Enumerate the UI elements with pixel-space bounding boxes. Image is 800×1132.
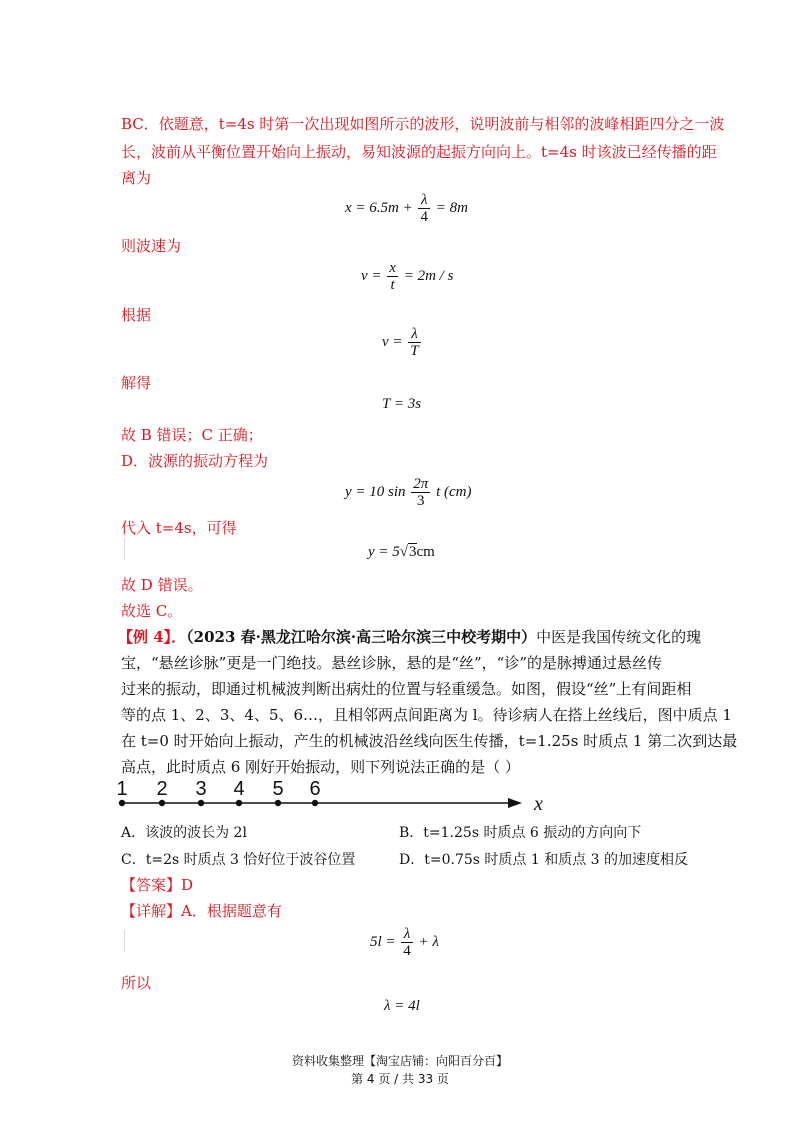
example4-line5: 在 t=0 时开始向上振动，产生的机械波沿丝线向医生传播，t=1.25s 时质点 1 第二次到达最 (121, 732, 738, 750)
example-tag: 【例 4】． (118, 628, 187, 646)
solution-bc-line1: BC．依题意，t=4s 时第一次出现如图所示的波形，说明波前与相邻的波峰相距四分之一波 (121, 115, 725, 133)
equation-lambda: λ = 4l (384, 998, 420, 1014)
string-point (312, 800, 318, 806)
axis-label-x: x (534, 793, 543, 815)
axis-arrow-icon (508, 798, 522, 808)
equation-v-lambda-T: v = $\frac{\lambda}{T}$ (382, 326, 419, 359)
option-a[interactable]: A．该波的波长为 2l (121, 825, 247, 841)
point-label-5: 5 (272, 778, 284, 800)
speed-label: 则波速为 (121, 237, 182, 255)
string-point (198, 800, 204, 806)
option-d[interactable]: D．t=0.75s 时质点 1 和质点 3 的加速度相反 (399, 852, 689, 868)
margin-mark (124, 538, 125, 560)
conclusion-bc: 故 B 错误；C 正确； (121, 426, 263, 444)
point-label-6: 6 (309, 778, 321, 800)
substitute-line: 代入 t=4s，可得 (121, 519, 237, 537)
example-source: （2023 春·黑龙江哈尔滨·高三哈尔滨三中校考期中） (186, 628, 537, 646)
equation-vibration: y = 10 sin $\frac{2\pi}{3}$ t (cm) (345, 476, 472, 509)
equation-speed: v = $\frac{x}{t}$ = 2m / s (361, 260, 454, 293)
example4-line3: 过来的振动，即通过机械波判断出病灶的位置与轻重缓急。如图，假设“丝”上有间距相 (121, 680, 692, 698)
point-label-4: 4 (233, 778, 245, 800)
solve-label: 解得 (121, 374, 152, 392)
margin-mark (124, 930, 125, 952)
final-choice: 故选 C。 (121, 602, 183, 620)
string-point (159, 800, 165, 806)
point-label-3: 3 (195, 778, 207, 800)
detail-line: 【详解】A．根据题意有 (121, 902, 282, 920)
example4-line6: 高点，此时质点 6 刚好开始振动，则下列说法正确的是（ ） (121, 758, 520, 776)
equation-distance: x = 6.5m + $\frac{\lambda}{4}$ = 8m (345, 192, 468, 225)
equation-displacement: y = 5√3cm (368, 544, 435, 560)
point-label-2: 2 (156, 778, 168, 800)
point-label-1: 1 (116, 778, 128, 800)
example4-line4: 等的点 1、2、3、4、5、6…，且相邻两点间距离为 l。待诊病人在搭上丝线后，图中质点 1 (121, 706, 732, 724)
footer-source: 资料收集整理【淘宝店铺：向阳百分百】 (291, 1054, 508, 1068)
page-number: 第 4 页 / 共 33 页 (351, 1072, 449, 1086)
string-point (275, 800, 281, 806)
equation-5l: 5l = $\frac{\lambda}{4}$ + λ (370, 926, 439, 959)
option-b[interactable]: B．t=1.25s 时质点 6 振动的方向向下 (399, 825, 642, 841)
basis-label: 根据 (121, 306, 152, 324)
conclusion-d: 故 D 错误。 (121, 576, 203, 594)
so-label: 所以 (121, 974, 152, 992)
solution-d-line: D．波源的振动方程为 (121, 452, 269, 470)
example4-line2: 宝，“悬丝诊脉”更是一门绝技。悬丝诊脉，悬的是“丝”，“诊”的是脉搏通过悬丝传 (121, 654, 663, 672)
option-c[interactable]: C．t=2s 时质点 3 恰好位于波谷位置 (121, 852, 356, 868)
string-point (119, 800, 125, 806)
example4-line1: 【例 4】．（2023 春·黑龙江哈尔滨·高三哈尔滨三中校考期中）中医是我国传统文化的瑰 (118, 628, 702, 646)
answer-label: 【答案】D (121, 876, 194, 894)
solution-bc-line3: 离为 (121, 169, 152, 187)
solution-bc-line2: 长，波前从平衡位置开始向上振动，易知波源的起振方向向上。t=4s 时该波已经传播的距 (121, 143, 717, 161)
equation-period: T = 3s (382, 396, 422, 412)
string-point (236, 800, 242, 806)
